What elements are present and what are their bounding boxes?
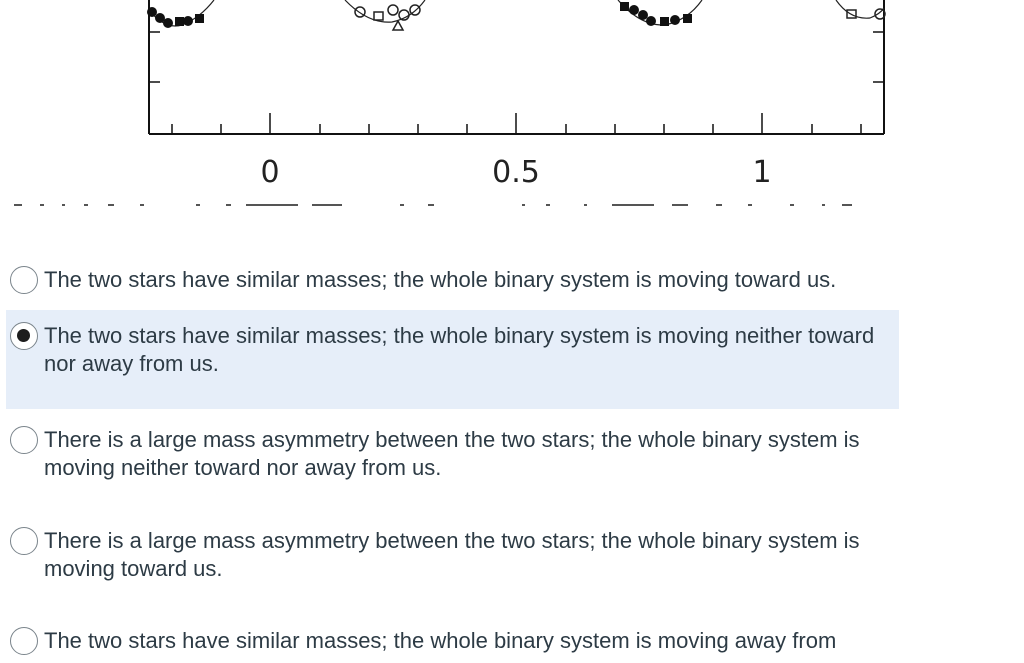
answer-label: The two stars have similar masses; the whole binary system is moving neither toward nor away from us. [44,323,875,376]
answer-option[interactable] [6,615,899,663]
answer-option[interactable] [6,254,899,310]
caption-cutoff [14,204,852,206]
answer-option[interactable] [6,414,899,504]
radio-button-checked[interactable] [10,322,38,350]
answer-label: There is a large mass asymmetry between the two stars; the whole binary system is moving neither toward nor away from us. [44,427,860,480]
fit-curves [149,0,884,26]
x-axis-ticks [172,113,861,134]
answer-option[interactable] [6,515,899,605]
answer-label: The two stars have similar masses; the whole binary system is moving toward us. [44,267,837,292]
x-tick-label: 0.5 [492,155,540,190]
answer-label: There is a large mass asymmetry between the two stars; the whole binary system is moving toward us. [44,528,860,581]
x-tick-label: 0 [260,155,280,190]
radial-velocity-plot [0,0,1024,212]
radio-button[interactable] [10,627,38,655]
answer-label: The two stars have similar masses; the whole binary system is moving away from [44,628,837,653]
radio-button[interactable] [10,527,38,555]
x-tick-label: 1 [752,155,772,190]
radio-button[interactable] [10,426,38,454]
answer-option-selected[interactable] [6,310,899,409]
radial-velocity-figure [0,0,1024,212]
radio-button[interactable] [10,266,38,294]
